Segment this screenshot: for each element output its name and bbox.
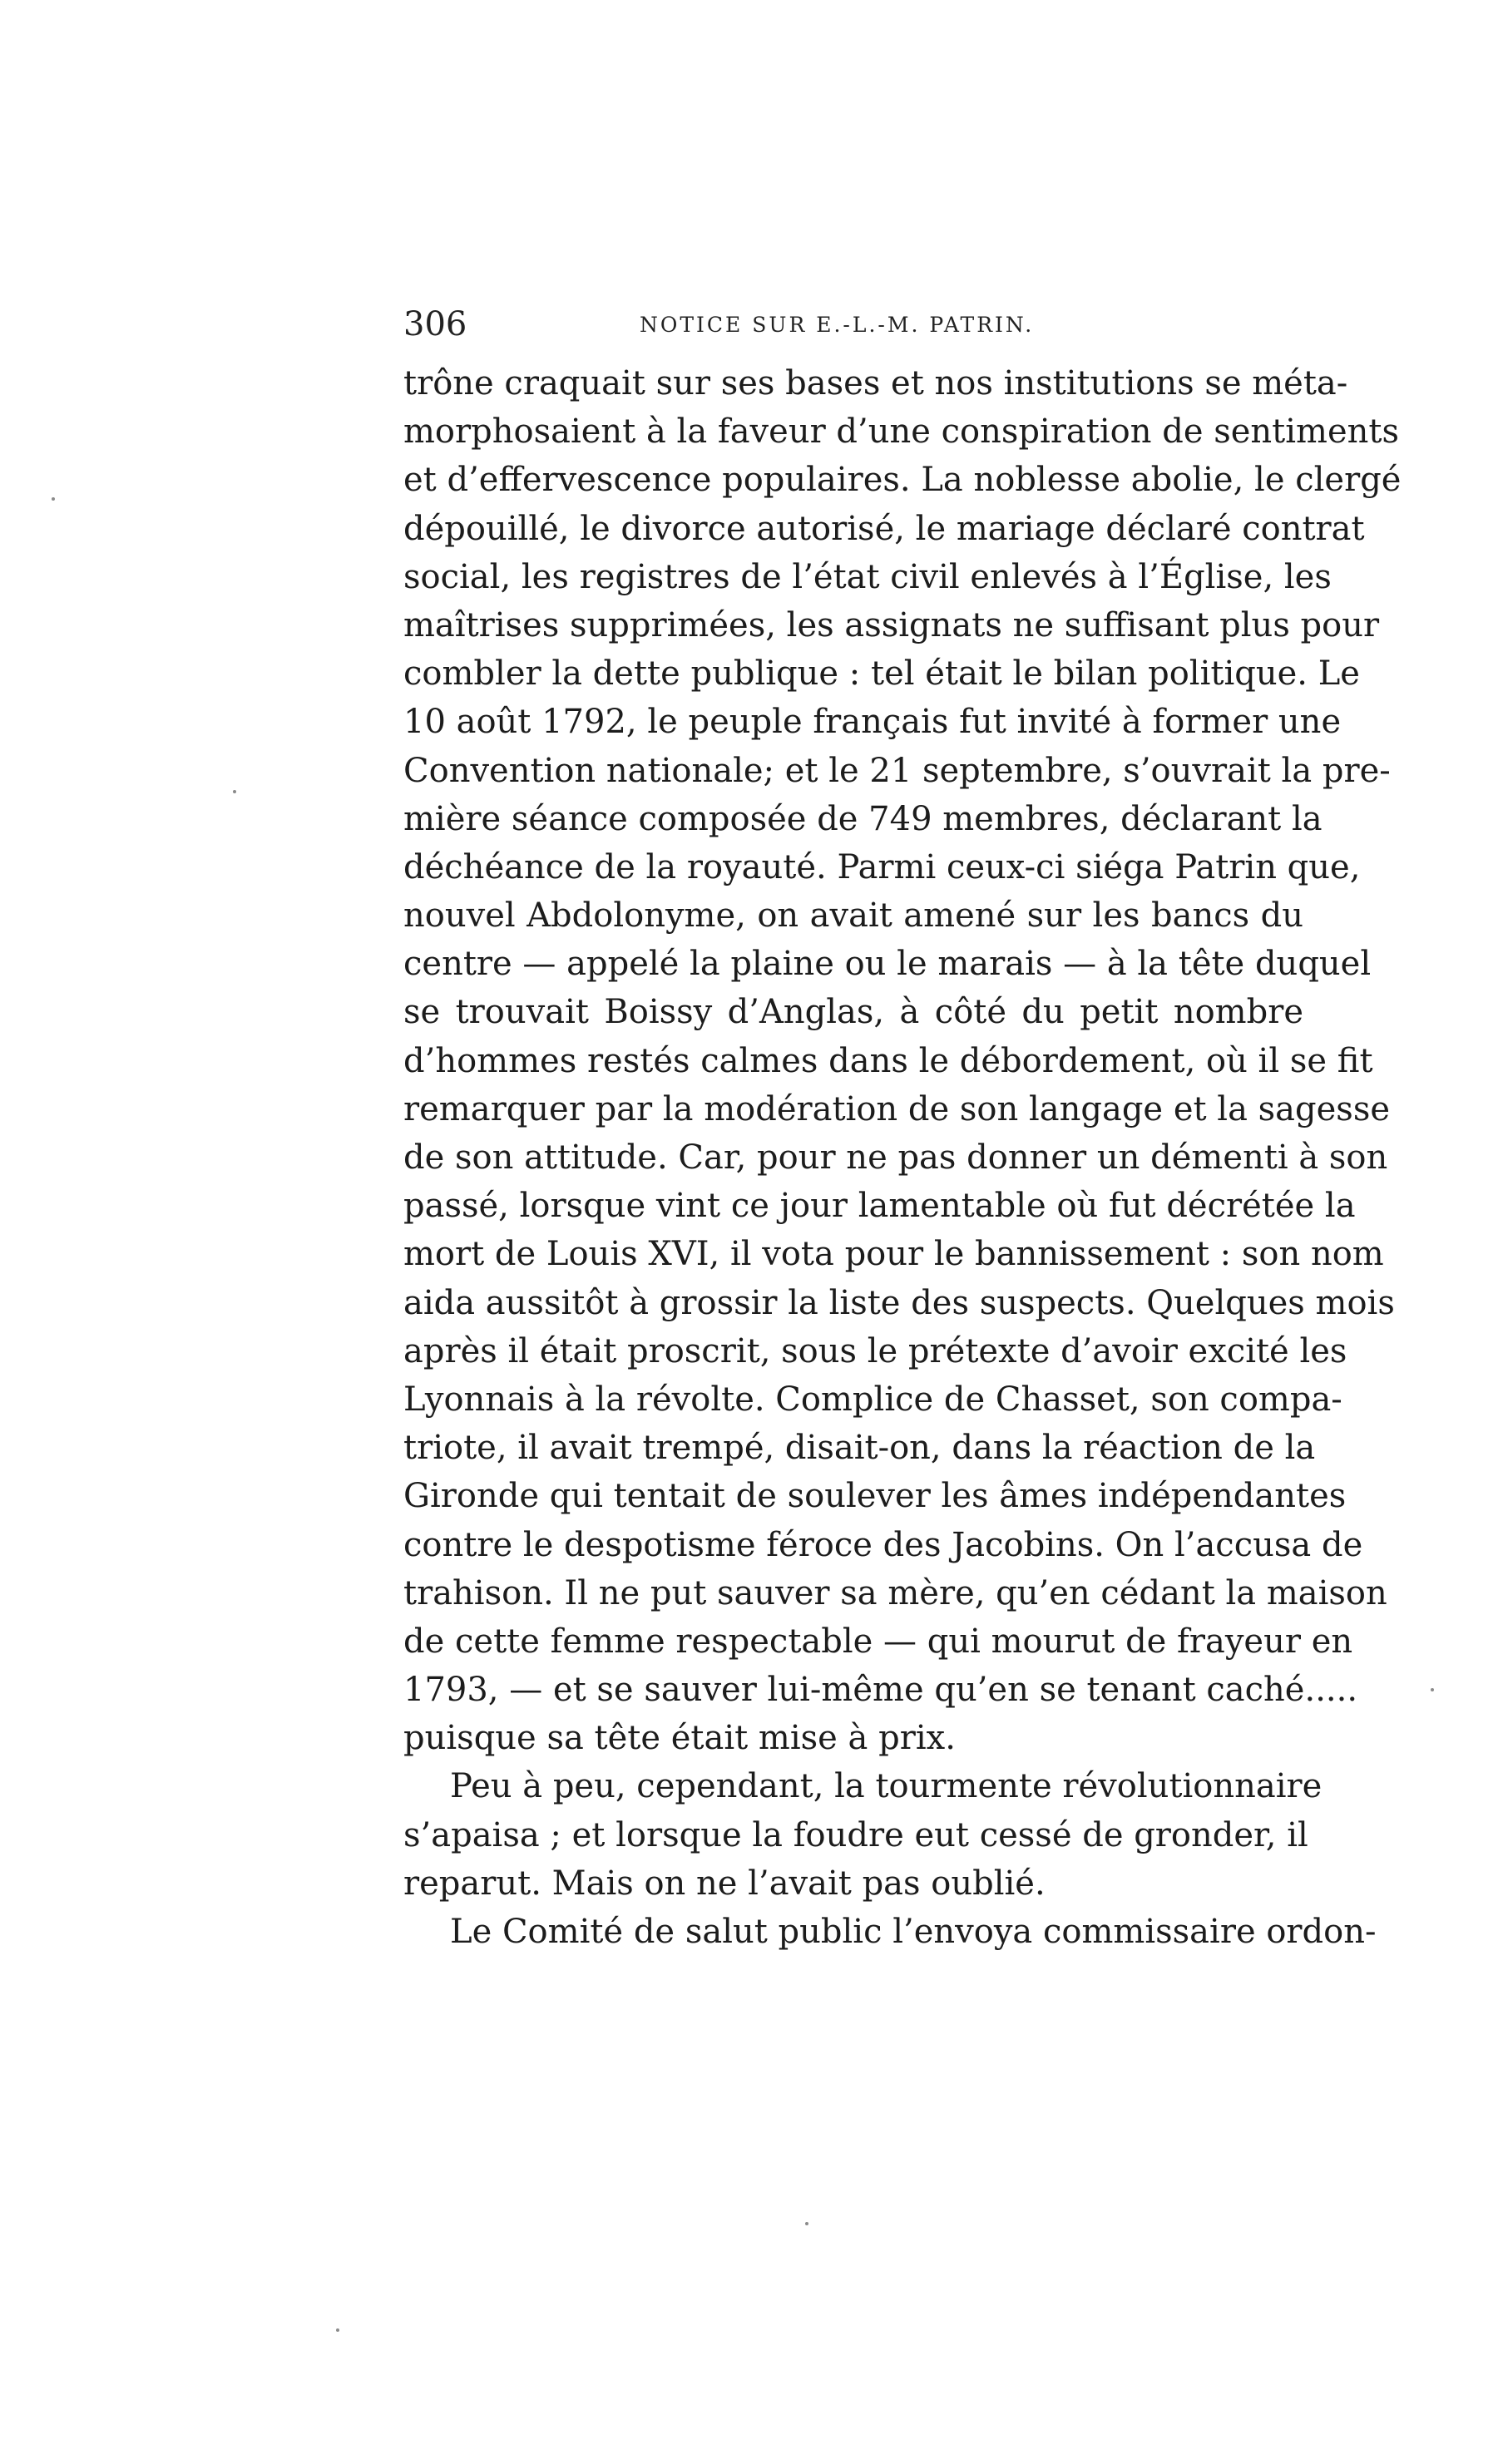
text-line: se trouvait Boissy d’Anglas, à côté du petit nombre	[403, 993, 1303, 1032]
text-line: de cette femme respectable — qui mourut de frayeur en	[403, 1622, 1353, 1661]
text-line: social, les registres de l’état civil enlevés à l’Église, les	[403, 557, 1332, 596]
page-number: 306	[403, 305, 467, 343]
paper-speck	[52, 497, 55, 501]
text-line: Lyonnais à la révolte. Complice de Chasset, son compa-	[403, 1380, 1342, 1419]
text-line: Convention nationale; et le 21 septembre, s’ouvrait la pre-	[403, 751, 1391, 790]
text-line: maîtrises supprimées, les assignats ne suffisant plus pour	[403, 605, 1380, 644]
text-line: centre — appelé la plaine ou le marais — à la tête duquel	[403, 945, 1372, 984]
text-line: s’apaisa ; et lorsque la foudre eut cessé de gronder, il	[403, 1815, 1308, 1854]
text-line: 10 août 1792, le peuple français fut invité à former une	[403, 703, 1342, 742]
paper-speck	[233, 790, 236, 793]
text-line: morphosaient à la faveur d’une conspiration de sentiments	[403, 412, 1399, 452]
text-line: mort de Louis XVI, il vota pour le bannissement : son nom	[403, 1235, 1384, 1274]
text-line: aida aussitôt à grossir la liste des suspects. Quelques mois	[403, 1283, 1395, 1322]
text-line: remarquer par la modération de son langage et la sagesse	[403, 1089, 1391, 1128]
text-line: trône craquait sur ses bases et nos institutions se méta-	[403, 364, 1348, 402]
text-line: d’hommes restés calmes dans le débordement, où il se fit	[403, 1041, 1373, 1080]
text-line: dépouillé, le divorce autorisé, le mariage déclaré contrat	[403, 509, 1365, 548]
text-line: passé, lorsque vint ce jour lamentable où fut décrétée la	[403, 1187, 1356, 1226]
text-line: Gironde qui tentait de soulever les âmes indépendantes	[403, 1477, 1347, 1516]
body-text	[403, 359, 1402, 1956]
paper-speck	[336, 2328, 339, 2332]
paper-speck	[1431, 1688, 1434, 1691]
text-line: après il était proscrit, sous le prétexte d’avoir excité les	[403, 1331, 1347, 1370]
running-title: NOTICE SUR E.-L.-M. PATRIN.	[640, 313, 1035, 337]
text-line: déchéance de la royauté. Parmi ceux-ci siéga Patrin que,	[403, 847, 1361, 886]
text-line: nouvel Abdolonyme, on avait amené sur les bancs du	[403, 896, 1303, 936]
paragraph-end-line: puisque sa tête était mise à prix.	[403, 1719, 956, 1758]
text-line: trahison. Il ne put sauver sa mère, qu’en cédant la maison	[403, 1573, 1387, 1612]
paper-speck	[805, 2222, 808, 2225]
text-line: 1793, — et se sauver lui-même qu’en se tenant caché.....	[403, 1671, 1358, 1710]
paragraph-start-line: Le Comité de salut public l’envoya commissaire ordon-	[450, 1913, 1377, 1951]
text-line: mière séance composée de 749 membres, déclarant la	[403, 799, 1322, 838]
text-line: de son attitude. Car, pour ne pas donner un démenti à son	[403, 1138, 1388, 1177]
text-line: contre le despotisme féroce des Jacobins. On l’accusa de	[403, 1525, 1363, 1564]
text-line: triote, il avait trempé, disait-on, dans la réaction de la	[403, 1429, 1316, 1468]
paragraph-end-line: reparut. Mais on ne l’avait pas oublié.	[403, 1864, 1046, 1903]
text-line: et d’effervescence populaires. La noblesse abolie, le clergé	[403, 461, 1402, 500]
text-line: combler la dette publique : tel était le bilan politique. Le	[403, 654, 1360, 694]
paragraph-start-line: Peu à peu, cependant, la tourmente révolutionnaire	[450, 1767, 1322, 1806]
running-head	[403, 304, 1310, 345]
